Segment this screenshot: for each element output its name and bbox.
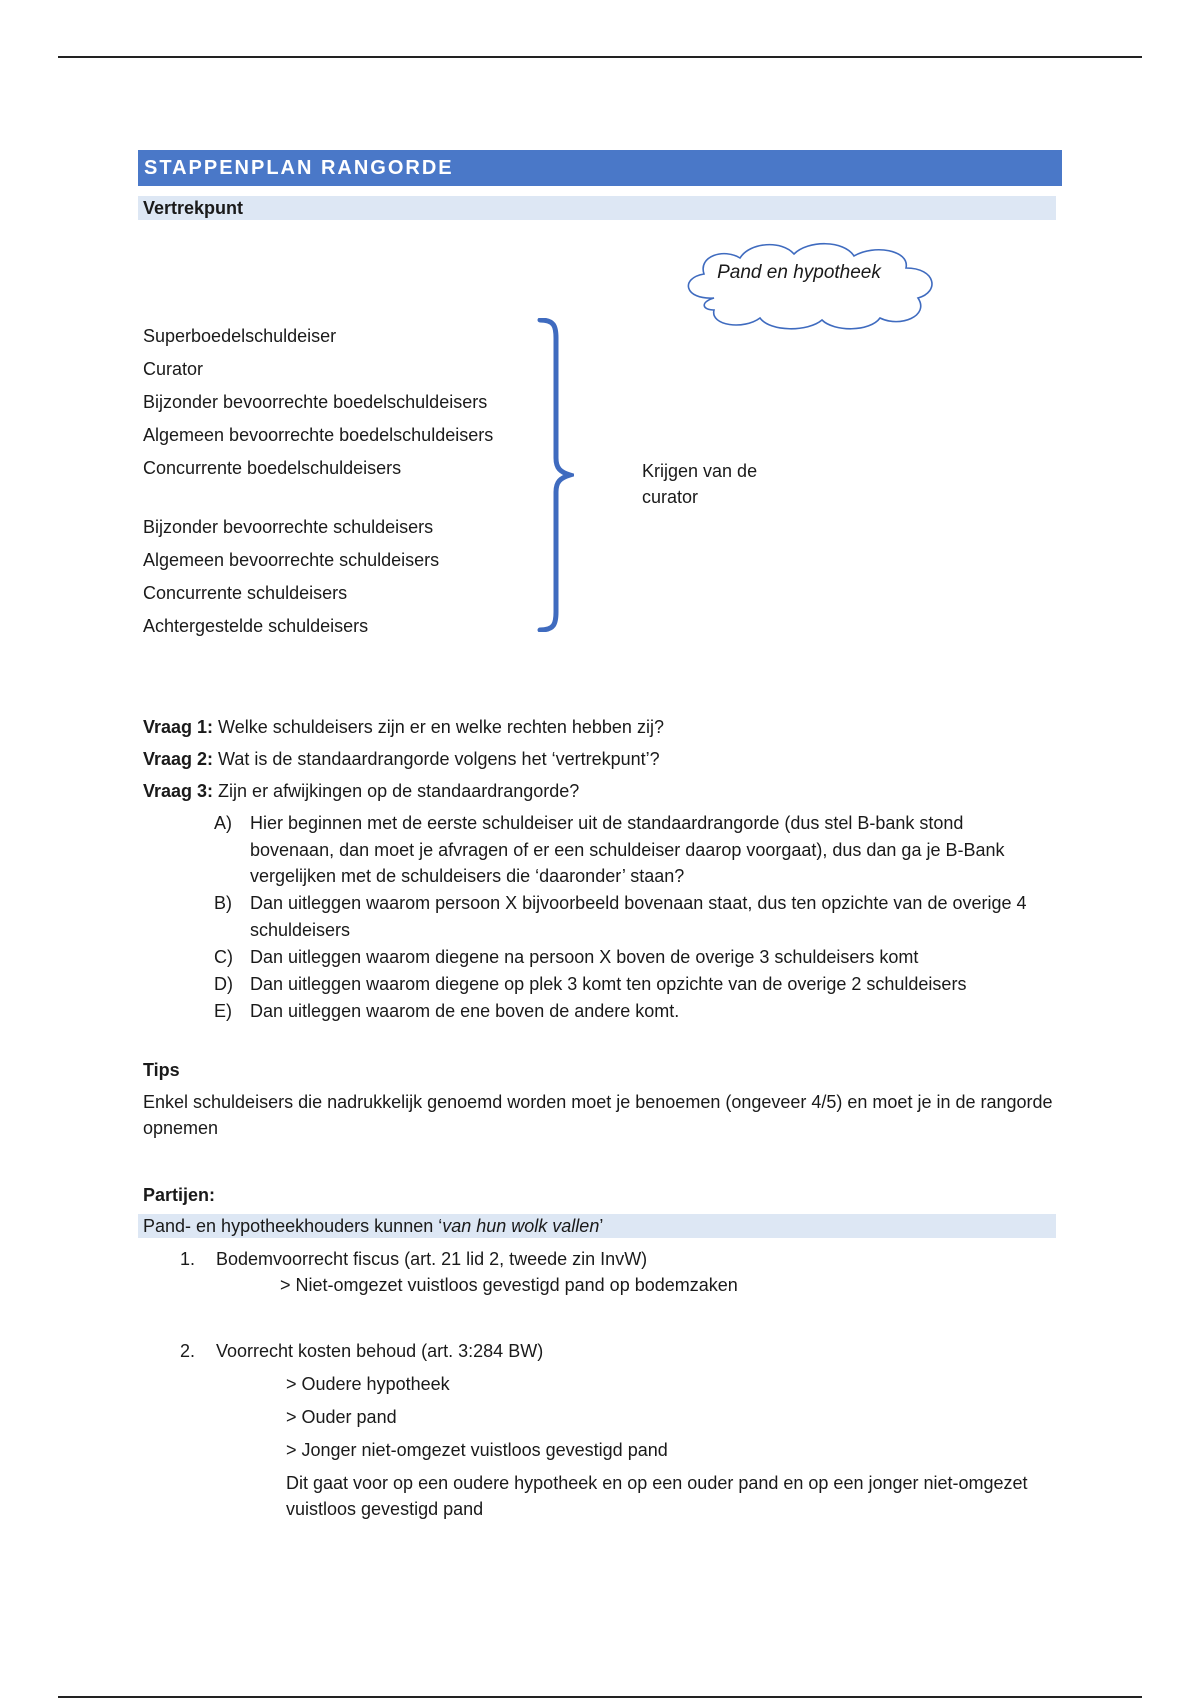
ranking-item: Bijzonder bevoorrechte boedelschuldeisers	[143, 392, 488, 412]
question-1: Vraag 1: Welke schuldeisers zijn er en welke rechten hebben zij?	[143, 717, 664, 737]
ranking-item: Concurrente boedelschuldeisers	[143, 458, 402, 478]
right-brace-icon	[534, 318, 574, 632]
party-2-line: > Oudere hypotheek	[286, 1374, 450, 1394]
party-2-number: 2.	[180, 1341, 196, 1361]
party-2-note: Dit gaat voor op een oudere hypotheek en op een ouder pand en op een jonger niet-omgezet vuistloos gevestigd pand	[286, 1473, 1028, 1519]
cloud-icon	[674, 238, 944, 330]
ranking-item: Algemeen bevoorrechte schuldeisers	[143, 550, 440, 570]
party-1-line: > Niet-omgezet vuistloos gevestigd pand op bodemzaken	[280, 1275, 738, 1295]
ranking-item: Curator	[143, 359, 204, 379]
brace-label: Krijgen van de curator	[642, 461, 758, 507]
ranking-item: Superboedelschuldeiser	[143, 326, 337, 346]
tips-text: Enkel schuldeisers die nadrukkelijk genoemd worden moet je benoemen (ongeveer 4/5) en moet je in de rangorde opnemen	[143, 1092, 1053, 1138]
tips-heading: Tips	[143, 1060, 180, 1080]
ranking-item: Achtergestelde schuldeisers	[143, 616, 369, 636]
section-heading-vertrekpunt: Vertrekpunt	[138, 196, 1056, 220]
party-1-title: Bodemvoorrecht fiscus (art. 21 lid 2, tweede zin InvW)	[216, 1249, 648, 1269]
ranking-item: Concurrente schuldeisers	[143, 583, 348, 603]
bottom-rule	[58, 1696, 1142, 1698]
party-2-title: Voorrecht kosten behoud (art. 3:284 BW)	[216, 1341, 544, 1361]
ranking-item: Algemeen bevoorrechte boedelschuldeisers	[143, 425, 494, 445]
question-2: Vraag 2: Wat is de standaardrangorde volgens het ‘vertrekpunt’?	[143, 749, 660, 769]
party-2-line: > Jonger niet-omgezet vuistloos gevestigd pand	[286, 1440, 668, 1460]
partijen-heading: Partijen:	[143, 1185, 216, 1205]
pand-hypotheek-bar: Pand- en hypotheekhouders kunnen ‘van hun wolk vallen’	[138, 1214, 1056, 1238]
ranking-item: Bijzonder bevoorrechte schuldeisers	[143, 517, 434, 537]
top-rule	[58, 56, 1142, 58]
cloud-label: Pand en hypotheek	[717, 262, 881, 283]
page-title: STAPPENPLAN RANGORDE	[138, 150, 1062, 186]
party-2-line: > Ouder pand	[286, 1407, 397, 1427]
party-1-number: 1.	[180, 1249, 196, 1269]
question-3: Vraag 3: Zijn er afwijkingen op de standaardrangorde?	[143, 781, 580, 801]
